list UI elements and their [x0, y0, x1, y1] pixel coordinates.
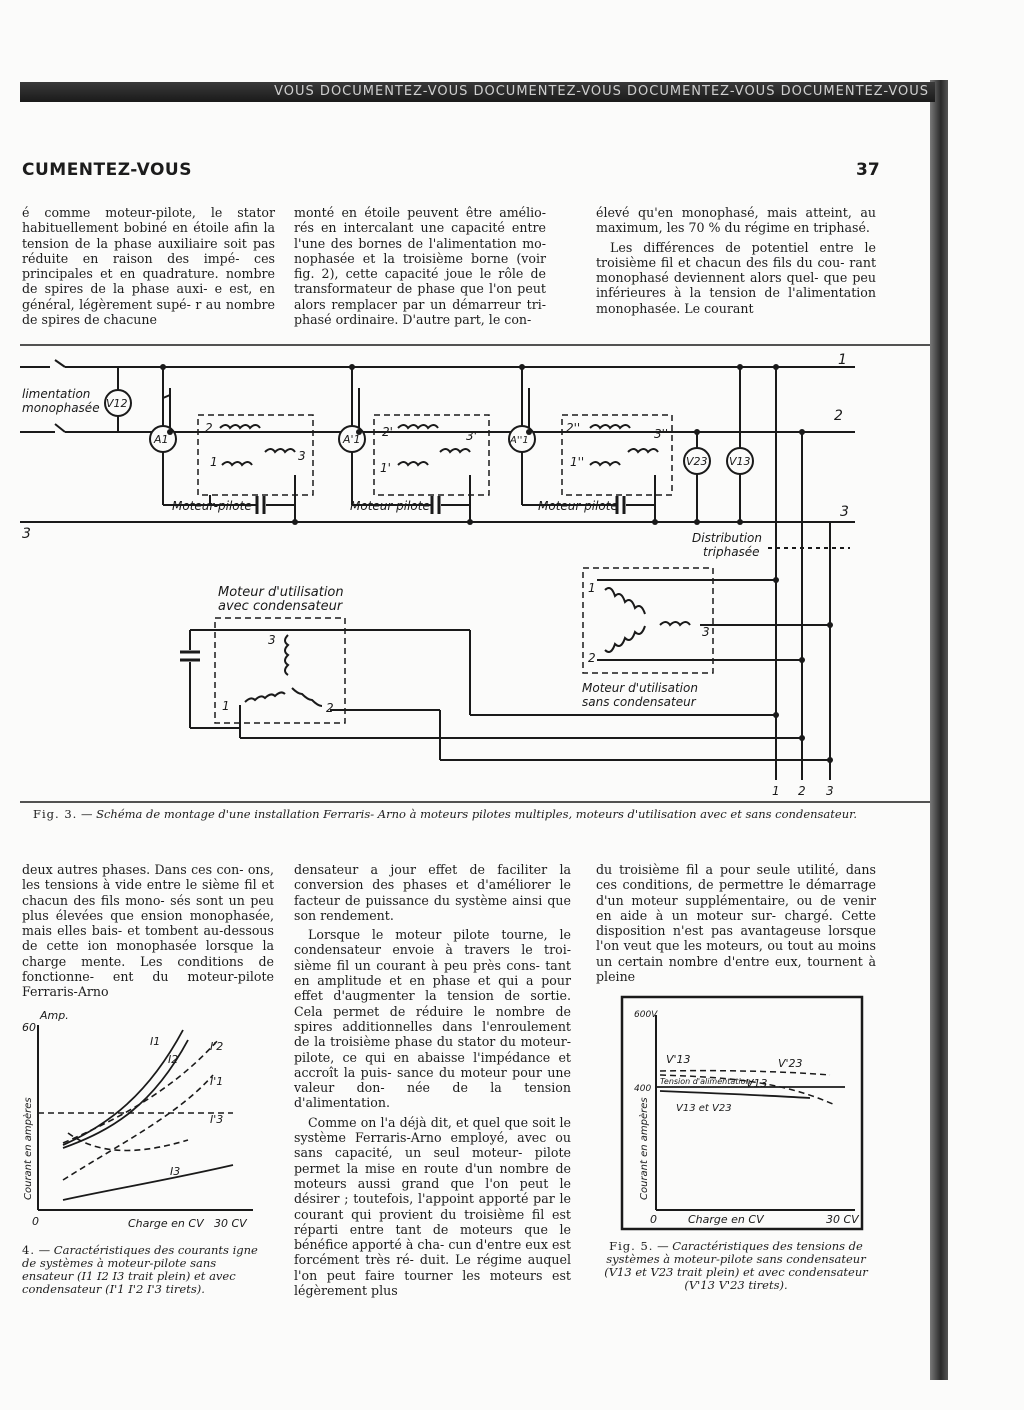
text-column-bottom-2	[294, 862, 571, 1302]
x-zero-label: 0	[32, 1215, 39, 1228]
series-label-i2p: I'2	[210, 1040, 224, 1053]
terminal-label: 2	[326, 701, 334, 715]
caption-text: — Caractéristiques des courants igne de systèmes à moteur-pilote sans ensateur (I1 I2 I3 trait plein) et avec condensateur (I'1 I'2 I'3 tirets).	[22, 1243, 258, 1296]
label-moteur-sans-1: Moteur d'utilisation	[582, 681, 698, 695]
line-label-3-left: 3	[22, 526, 31, 542]
supply-voltage-label: Tension d'alimentation	[660, 1077, 751, 1086]
figure-4-caption	[22, 1244, 270, 1296]
y-max-label: 60	[22, 1021, 36, 1034]
output-label-3: 3	[826, 784, 834, 798]
y-mid-label: 400	[634, 1084, 652, 1094]
paragraph: monté en étoile peuvent être amélio- rés en intercalant une capacité entre l'une des bornes de l'alimentation mo- nophasée et la troisième borne (voir fig. 2), cette capacité joue le rôle de transformateur de phase que l'on peut alors remplacer par un démarreur tri- phasé ordinaire. D'autre part, le con-	[294, 205, 546, 328]
figure-number: Fig. 5.	[609, 1239, 654, 1253]
terminal-label: 3'	[466, 429, 477, 443]
series-label-v-bottom: V13 et V23	[676, 1103, 732, 1114]
terminal-label: 2	[588, 651, 596, 665]
series-label-i3: I3	[170, 1165, 181, 1178]
terminal-label: 1	[588, 581, 596, 595]
meter-v23: V23	[686, 455, 708, 468]
meter-a1-prime: A'1	[343, 433, 361, 446]
terminal-label: 3''	[654, 427, 669, 441]
terminal-label: 3	[702, 625, 710, 639]
series-label-i2: I2	[168, 1053, 179, 1066]
y-unit-label: Amp.	[40, 1009, 69, 1022]
running-header-band: VOUS DOCUMENTEZ-VOUS DOCUMENTEZ-VOUS DOCUMENTEZ-VOUS DOCUMENTEZ-VOUS	[20, 82, 935, 102]
text-column-top-3	[596, 205, 876, 320]
terminal-label: 1'	[380, 461, 391, 475]
line-label-3-right: 3	[840, 504, 849, 520]
label-triphasee: triphasée	[703, 545, 760, 559]
figure-number: Fig. 3.	[32, 807, 78, 821]
label-moteur-sans-2: sans condensateur	[582, 695, 696, 709]
paragraph: élevé qu'en monophasé, mais atteint, au maximum, les 70 % du régime en triphasé.	[596, 205, 876, 236]
line-label-1: 1	[838, 352, 847, 368]
label-moteur-avec-2: avec condensateur	[218, 599, 343, 614]
caption-text: — Caractéristiques des tensions de systèmes à moteur-pilote sans condensateur (V13 et V23 trait plein) et avec condensateur (V'13 V'23 tirets).	[604, 1239, 868, 1292]
paragraph: densateur a jour effet de faciliter la conversion des phases et d'améliorer le facteur de puissance du système ainsi que son rendement.	[294, 862, 571, 923]
figure-number: 4.	[22, 1243, 35, 1257]
label-monophasee: monophasée	[22, 401, 100, 415]
paragraph: deux autres phases. Dans ces con- ons, les tensions à vide entre le sième fil et chacun des fils mono- sés sont un peu plus élevées que ension monophasée, mais elles bais- et tombent au-dessous de cette ion monophasée lorsque la charge mente. Les conditions de fonctionne- ent du moteur-pilote Ferraris-Arno	[22, 862, 274, 1000]
label-moteur-pilote-1: Moteur-pilote	[172, 499, 252, 513]
figure-4-graph	[18, 1005, 258, 1237]
label-distribution: Distribution	[692, 531, 763, 545]
series-label-v13: V13	[746, 1077, 768, 1090]
x-zero-label: 0	[650, 1213, 657, 1226]
series-label-i3p: I'3	[210, 1113, 224, 1126]
line-label-2: 2	[834, 408, 843, 424]
meter-v13: V13	[729, 455, 751, 468]
y-top-label: 600V	[634, 1010, 658, 1020]
x-axis-label: Charge en CV	[128, 1217, 204, 1230]
terminal-label: 3	[268, 633, 276, 647]
section-title: CUMENTEZ-VOUS	[22, 160, 192, 180]
page-number: 37	[856, 160, 880, 180]
terminal-label: 2'	[382, 425, 393, 439]
meter-v12: V12	[106, 397, 128, 410]
terminal-label: 1	[222, 699, 230, 713]
label-moteur-pilote-2: Moteur pilote	[350, 499, 430, 513]
meter-a1-second: A''1	[510, 435, 529, 446]
series-label-v23-prime: V'23	[778, 1057, 803, 1070]
label-alimentation: limentation	[22, 387, 91, 401]
terminal-label: 3	[298, 449, 306, 463]
terminal-label: 1	[210, 455, 218, 469]
paragraph: Les différences de potentiel entre le troisième fil et chacun des fils du cou- rant monophasé deviennent alors quel- que peu inférieures à la tension de l'alimentation monophasée. Le courant	[596, 239, 876, 316]
figure-3-caption	[30, 808, 860, 821]
series-label-i1: I1	[150, 1035, 161, 1048]
series-label-v13-prime: V'13	[666, 1053, 691, 1066]
paragraph: Lorsque le moteur pilote tourne, le condensateur envoie à travers le troi- sième fil un courant à peu près cons- tant en amplitude et en phase et qui a pour effet d'augmenter la tension de sortie. Cela permet de réduire le nombre de spires additionnelles dans l'enroulement de la troisième phase du stator du moteur-pilote, ce qui en abaisse l'impédance et accroît la puis- sance du moteur pour une valeur don- née de la tension d'alimentation.	[294, 927, 571, 1111]
x-max-label: 30 CV	[826, 1213, 859, 1226]
terminal-label: 2''	[566, 421, 581, 435]
figure-5-caption	[592, 1240, 880, 1292]
meter-a1: A1	[154, 433, 169, 446]
y-axis-label: Courant en ampères	[23, 1097, 34, 1200]
y-axis-label: Courant en ampères	[639, 1097, 650, 1200]
paragraph: é comme moteur-pilote, le stator habituellement bobiné en étoile afin la tension de la phase auxiliaire soit pas réduite en raison des impé- ces principales et en quadrature. nombre de spires de la phase auxi- e est, en général, légèrement supé- r au nombre de spires de chacune	[22, 205, 275, 328]
label-moteur-pilote-3: Moteur pilote	[538, 499, 618, 513]
paragraph: Comme on l'a déjà dit, et quel que soit le système Ferraris-Arno employé, avec ou sans capacité, un seul moteur- pilote permet la mise en route d'un nombre de moteurs aussi grand que l'on peut le désirer ; toutefois, l'appoint apporté par le courant qui provient du troisième fil est réparti entre tant de moteurs que le bénéfice apporté à cha- cun d'entre eux est forcément très ré- duit. Le régime auquel l'on peut faire tourner les moteurs est légèrement plus	[294, 1114, 571, 1299]
x-axis-label: Charge en CV	[688, 1213, 764, 1226]
page-edge-shadow	[930, 80, 948, 1380]
paragraph: du troisième fil a pour seule utilité, dans ces conditions, de permettre le démarrage d'un moteur supplémentaire, ou de venir en aide à un moteur sur- chargé. Cette disposition n'est pas avantageuse lorsque l'on veut que les moteurs, ou tout au moins un certain nombre d'entre eux, tournent à pleine	[596, 862, 876, 985]
x-max-label: 30 CV	[214, 1217, 247, 1230]
figure-3-schematic	[0, 340, 930, 805]
terminal-label: 2	[205, 421, 213, 435]
output-label-1: 1	[772, 784, 780, 798]
text-column-top-1	[22, 205, 275, 331]
label-moteur-avec-1: Moteur d'utilisation	[218, 585, 344, 600]
text-column-bottom-1	[22, 862, 274, 1004]
text-column-top-2	[294, 205, 546, 331]
text-column-bottom-3	[596, 862, 876, 988]
caption-text: — Schéma de montage d'une installation Ferraris- Arno à moteurs pilotes multiples, moteurs d'utilisation avec et sans condensateur.	[80, 807, 858, 821]
terminal-label: 1''	[570, 455, 585, 469]
series-label-i1p: I'1	[210, 1075, 224, 1088]
output-label-2: 2	[798, 784, 806, 798]
figure-5-graph	[620, 995, 865, 1235]
